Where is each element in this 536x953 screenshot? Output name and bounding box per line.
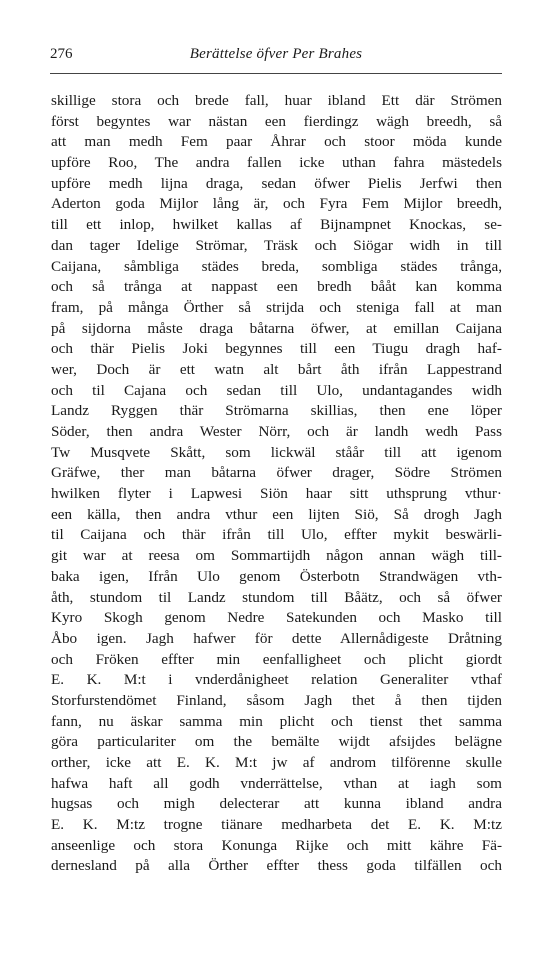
text-line: till ett inlop, hwilket kallas af Bijnampnet Knockas, se- <box>51 216 502 234</box>
text-line: och til Cajana och sedan till Ulo, undantagandes widh <box>51 381 502 399</box>
text-line: anseenlige och stora Konunga Rijke och mitt kähre Fä- <box>51 836 502 854</box>
text-line: att man medh Fem paar Åhrar och stoor möda kunde <box>51 133 502 151</box>
text-line: upföre Roo, The andra fallen icke uthan fahra mästedels <box>51 154 502 172</box>
text-line: E. K. M:t i vnderdånigheet relation Generaliter vthaf <box>51 671 502 689</box>
text-line: fann, nu äskar samma min plicht och tienst thet samma <box>51 712 502 730</box>
text-line: hwilken flyter i Lapwesi Siön haar sitt uthsprung vthur· <box>51 485 502 503</box>
text-line: dernesland på alla Örther effter thess goda tilfällen och <box>51 857 502 875</box>
text-line: git war at reesa om Sommartijdh någon annan wägh till- <box>51 547 502 565</box>
text-line: åth, stundom til Landz stundom till Båätz, och så öfwer <box>51 588 502 606</box>
body-text <box>51 91 502 877</box>
text-line: wer, Doch är ett watn alt bårt åth ifrån Lappestrand <box>51 360 502 378</box>
header-rule <box>50 73 502 74</box>
text-line: til Caijana och thär ifrån till Ulo, effter mykit beswärli- <box>51 526 502 544</box>
text-line: först begyntes war nästan een fierdingz wägh breedh, så <box>51 112 502 130</box>
text-line: Åbo igen. Jagh hafwer för dette Allernådigeste Dråtning <box>51 629 502 647</box>
text-line: dan tager Idelige Strömar, Träsk och Siögar widh in till <box>51 236 502 254</box>
text-line: een källa, then andra vthur een lijten Siö, Så drogh Jagh <box>51 505 502 523</box>
text-line: göra particulariter om the bemälte wijdt afsijdes belägne <box>51 733 502 751</box>
text-line: och Fröken effter min eenfalligheet och plicht giordt <box>51 650 502 668</box>
text-line: upföre medh lijna draga, sedan öfwer Pielis Jerfwi then <box>51 174 502 192</box>
text-line: E. K. M:tz trogne tiänare medharbeta det E. K. M:tz <box>51 816 502 834</box>
text-line: på sijdorna måste draga båtarna öfwer, at emillan Caijana <box>51 319 502 337</box>
running-head <box>50 46 502 68</box>
text-line: baka igen, Ifrån Ulo genom Österbotn Strandwägen vth- <box>51 567 502 585</box>
text-line: Gräfwe, ther man båtarna öfwer drager, Södre Strömen <box>51 464 502 482</box>
text-line: skillige stora och brede fall, huar ibland Ett där Strömen <box>51 92 502 109</box>
text-line: Caijana, såmbliga städes breda, sombliga städes trånga, <box>51 257 502 275</box>
page-number: 276 <box>50 46 73 62</box>
text-line: och thär Pielis Joki begynnes till een Tiugu dragh haf- <box>51 340 502 358</box>
text-line: fram, på många Örther så strijda och steniga fall at man <box>51 298 502 316</box>
text-line: och så trånga at nappast een bredh bååt kan komma <box>51 278 502 296</box>
text-line: Kyro Skogh genom Nedre Satekunden och Masko till <box>51 609 502 627</box>
text-line: Storfurstendömet Finland, såsom Jagh thet å then tijden <box>51 691 502 709</box>
text-line: hugsas och migh delecterar att kunna ibland andra <box>51 795 502 813</box>
text-line: Tw Musqvete Skått, som lickwäl ståår till att igenom <box>51 443 502 461</box>
running-title: Berättelse öfver Per Brahes <box>189 46 363 62</box>
text-line: Landz Ryggen thär Strömarna skillias, then ene löper <box>51 402 502 420</box>
text-line: orther, icke att E. K. M:t jw af androm tilförenne skulle <box>51 754 502 771</box>
text-line: Aderton goda Mijlor lång är, och Fyra Fem Mijlor breedh, <box>51 195 502 213</box>
text-line: hafwa haft all godh vnderrättelse, vthan at iagh som <box>51 774 502 792</box>
text-line: Söder, then andra Wester Nörr, och är landh wedh Pass <box>51 423 502 440</box>
